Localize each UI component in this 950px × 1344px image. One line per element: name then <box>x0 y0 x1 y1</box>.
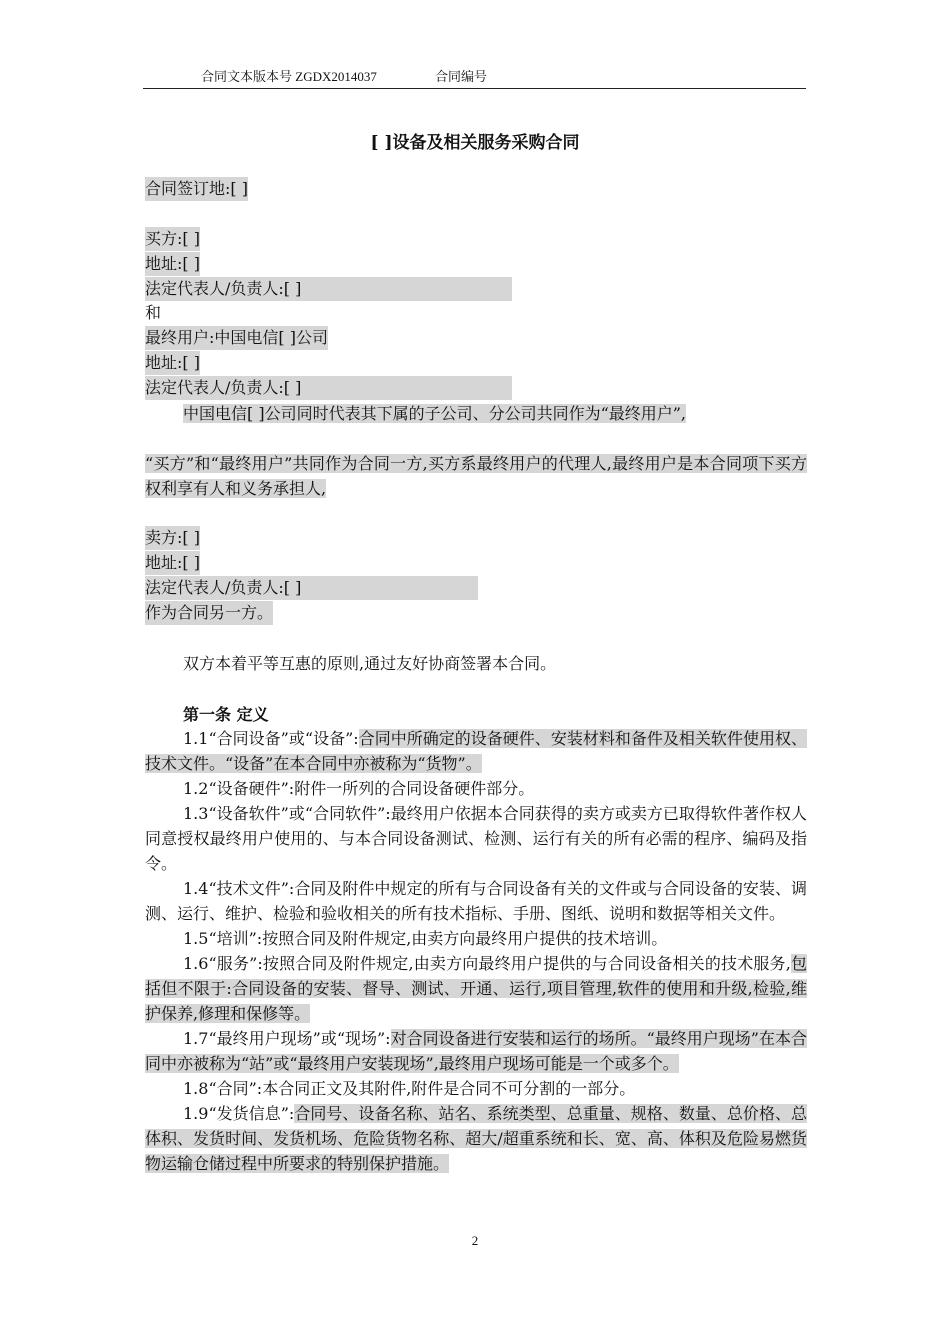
seller-address: 地址:[ ] <box>145 551 200 575</box>
definition-text: 合同号、设备名称、站名、系统类型、总重量、规格、数量、总价格、总体积、发货时间、发货机场、危险货物名称、超大/超重系统和长、宽、高、体积及危险易燃货物运输仓储过程中所要求的特别保护措施。 <box>145 1104 807 1173</box>
preamble-text: 双方本着平等互惠的原则,通过友好协商签署本合同。 <box>183 654 557 673</box>
definition-item <box>145 801 807 876</box>
definition-term: 1.3“设备软件”或“合同软件”:最终用户依据本合同获得的卖方或卖方已取得软件著作权人同意授权最终用户使用的、与本合同设备测试、检测、运行有关的所有必需的程序、编码及指令。 <box>145 804 807 873</box>
definitions-list <box>145 726 807 1176</box>
definition-term: 1.5“培训”:按照合同及附件规定,由卖方向最终用户提供的技术培训。 <box>183 929 668 948</box>
definition-term: 1.6“服务”:按照合同及附件规定,由卖方向最终用户提供的与合同设备相关的技术服务, <box>183 954 791 973</box>
section-heading: 第一条 定义 <box>183 705 269 724</box>
end-user-name: 最终用户:中国电信[ ]公司 <box>145 326 328 350</box>
definition-item <box>145 1101 807 1176</box>
definition-term: 1.7“最终用户现场”或“现场”: <box>183 1029 391 1048</box>
definition-term: 1.2“设备硬件”:附件一所列的合同设备硬件部分。 <box>183 779 535 798</box>
sign-place: 合同签订地:[ ] <box>145 177 248 201</box>
definition-item <box>145 926 807 951</box>
preamble <box>145 651 807 676</box>
relation-paragraph <box>145 451 807 501</box>
buyer-representative: 法定代表人/负责人:[ ] <box>145 277 512 301</box>
page-header <box>143 66 806 89</box>
seller-representative: 法定代表人/负责人:[ ] <box>145 576 478 600</box>
end-user-representative: 法定代表人/负责人:[ ] <box>145 376 512 400</box>
document-title: [ ]设备及相关服务采购合同 <box>370 133 580 153</box>
seller-other-party: 作为合同另一方。 <box>145 601 273 625</box>
version-number: 合同文本版本号 ZGDX2014037 <box>201 69 377 84</box>
represent-paragraph <box>145 401 807 426</box>
relation-text: “买方”和“最终用户”共同作为合同一方,买方系最终用户的代理人,最终用户是本合同项下买方权利享有人和义务承担人, <box>145 454 807 498</box>
definition-item <box>145 876 807 926</box>
definition-item <box>145 1076 807 1101</box>
definition-term: 1.9“发货信息”: <box>183 1104 295 1123</box>
represent-text: 中国电信[ ]公司同时代表其下属的子公司、分公司共同作为“最终用户”, <box>183 404 687 423</box>
definition-text: 包括但不限于:合同设备的安装、督导、测试、开通、运行,项目管理,软件的使用和升级,检验,维护保养,修理和保修等。 <box>145 954 807 1023</box>
and-text: 和 <box>145 303 162 322</box>
definition-term: 1.8“合同”:本合同正文及其附件,附件是合同不可分割的一部分。 <box>183 1079 636 1098</box>
end-user-address: 地址:[ ] <box>145 351 200 375</box>
definition-item <box>145 726 807 776</box>
definition-term: 1.4“技术文件”:合同及附件中规定的所有与合同设备有关的文件或与合同设备的安装、调测、运行、维护、检验和验收相关的所有技术指标、手册、图纸、说明和数据等相关文件。 <box>145 879 807 923</box>
definition-item <box>145 951 807 1026</box>
definition-item <box>145 1026 807 1076</box>
page-number: 2 <box>471 1233 479 1248</box>
definition-item <box>145 776 807 801</box>
definition-term: 1.1“合同设备”或“设备”: <box>183 729 359 748</box>
definition-text: 合同中所确定的设备硬件、安装材料和备件及相关软件使用权、技术文件。“设备”在本合同中亦被称为“货物”。 <box>145 729 807 773</box>
buyer-address: 地址:[ ] <box>145 252 200 276</box>
definition-text: 对合同设备进行安装和运行的场所。“最终用户现场”在本合同中亦被称为“站”或“最终用户安装现场”,最终用户现场可能是一个或多个。 <box>145 1029 807 1073</box>
seller-name: 卖方:[ ] <box>145 526 200 550</box>
contract-number-label: 合同编号 <box>435 69 488 84</box>
buyer-name: 买方:[ ] <box>145 227 200 251</box>
